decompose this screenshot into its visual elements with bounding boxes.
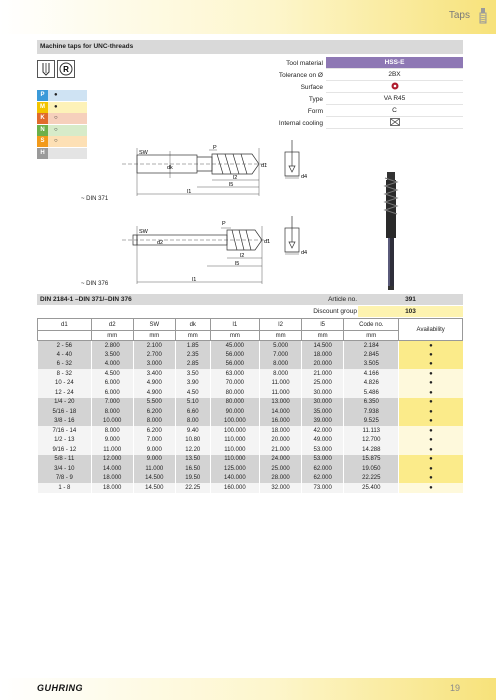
- property-value: VA R45: [326, 93, 463, 105]
- thread-direction-label: R: [63, 65, 69, 74]
- standards-row: [37, 294, 463, 305]
- table-cell: 15.875: [344, 455, 399, 465]
- table-cell: 7.000: [133, 436, 175, 446]
- table-cell: 4.000: [91, 360, 133, 370]
- dim-label-sw: SW: [139, 229, 148, 235]
- availability-cell: ●: [399, 426, 463, 436]
- table-cell: 2.184: [344, 341, 399, 351]
- table-cell: 3.500: [91, 350, 133, 360]
- availability-cell: ●: [399, 369, 463, 379]
- table-cell: 1/2 - 13: [38, 436, 92, 446]
- unit-cell: mm: [344, 331, 399, 341]
- material-letter: P: [37, 90, 48, 101]
- table-row: [38, 350, 463, 360]
- table-cell: 5.000: [260, 341, 302, 351]
- table-cell: 7.938: [344, 407, 399, 417]
- dim-label-d2: d2: [157, 240, 164, 246]
- table-cell: 110.000: [210, 455, 259, 465]
- table-cell: 5.10: [175, 398, 210, 408]
- dim-label-d1: d1: [264, 239, 271, 245]
- property-value: HSS-E: [326, 57, 463, 69]
- availability-cell: ●: [399, 341, 463, 351]
- unit-cell: mm: [133, 331, 175, 341]
- column-header: dk: [175, 319, 210, 331]
- table-cell: 22.25: [175, 483, 210, 493]
- table-cell: 11.000: [260, 379, 302, 389]
- table-cell: 2.845: [344, 350, 399, 360]
- table-cell: 1/4 - 20: [38, 398, 92, 408]
- table-cell: 1.85: [175, 341, 210, 351]
- material-mark: ○: [48, 113, 87, 124]
- product-title: Machine taps for UNC-threads: [37, 40, 463, 54]
- property-value: 2BX: [326, 69, 463, 81]
- table-cell: 2.700: [133, 350, 175, 360]
- footer-bar: [0, 678, 496, 700]
- table-cell: 10 - 24: [38, 379, 92, 389]
- table-cell: 18.000: [91, 474, 133, 484]
- column-header: Availability: [399, 319, 463, 341]
- table-cell: 8 - 32: [38, 369, 92, 379]
- table-cell: 21.000: [302, 369, 344, 379]
- table-cell: 53.000: [302, 445, 344, 455]
- table-cell: 30.000: [302, 398, 344, 408]
- dim-label-l2: l2: [240, 253, 245, 259]
- unit-cell: mm: [91, 331, 133, 341]
- property-label: Tool material: [286, 59, 323, 67]
- dim-label-d1: d1: [261, 163, 268, 169]
- table-cell: 9/16 - 12: [38, 445, 92, 455]
- availability-cell: ●: [399, 483, 463, 493]
- table-cell: 9.000: [133, 445, 175, 455]
- dim-label-sw: SW: [139, 150, 148, 156]
- standards-label: DIN 2184-1 –DIN 371/–DIN 376: [40, 296, 132, 303]
- table-cell: 6.200: [133, 407, 175, 417]
- table-cell: 19.50: [175, 474, 210, 484]
- table-cell: 140.000: [210, 474, 259, 484]
- table-cell: 35.000: [302, 407, 344, 417]
- table-cell: 4.50: [175, 388, 210, 398]
- material-row: [37, 90, 87, 102]
- property-row: [270, 81, 463, 93]
- table-cell: 110.000: [210, 436, 259, 446]
- table-cell: 62.000: [302, 464, 344, 474]
- property-label: Internal cooling: [278, 119, 323, 127]
- availability-cell: ●: [399, 350, 463, 360]
- material-mark: ●: [48, 102, 87, 113]
- din-376-drawing: [122, 216, 299, 284]
- surface-coating-icon: [391, 82, 399, 90]
- table-cell: 3.400: [133, 369, 175, 379]
- table-cell: 28.000: [260, 474, 302, 484]
- discount-row: [277, 306, 463, 317]
- column-header: d2: [91, 319, 133, 331]
- unit-cell: mm: [302, 331, 344, 341]
- property-row: [270, 57, 463, 69]
- section-title: Taps: [448, 10, 470, 21]
- table-row: [38, 360, 463, 370]
- table-cell: 5/8 - 11: [38, 455, 92, 465]
- table-cell: 160.000: [210, 483, 259, 493]
- property-label: Type: [308, 95, 323, 103]
- table-cell: 6.60: [175, 407, 210, 417]
- table-cell: 6.200: [133, 426, 175, 436]
- table-cell: 8.000: [260, 360, 302, 370]
- article-value: 391: [405, 296, 416, 303]
- dim-label-d4: d4: [301, 250, 308, 256]
- dim-label-l2: l2: [233, 175, 238, 181]
- table-cell: 18.000: [91, 483, 133, 493]
- table-cell: 2.800: [91, 341, 133, 351]
- material-letter: M: [37, 102, 48, 113]
- right-hand-thread-symbol: [57, 60, 75, 78]
- property-label: Surface: [300, 83, 323, 91]
- table-cell: 3.000: [133, 360, 175, 370]
- availability-cell: ●: [399, 445, 463, 455]
- table-cell: 18.000: [302, 350, 344, 360]
- table-cell: 16.000: [260, 417, 302, 427]
- property-row: [270, 93, 463, 105]
- units-row: [38, 331, 463, 341]
- table-cell: 53.000: [302, 455, 344, 465]
- property-label: Form: [307, 107, 323, 115]
- table-cell: 14.000: [91, 464, 133, 474]
- material-letter: K: [37, 113, 48, 124]
- availability-cell: ●: [399, 455, 463, 465]
- table-cell: 12 - 24: [38, 388, 92, 398]
- table-cell: 32.000: [260, 483, 302, 493]
- table-cell: 4.900: [133, 379, 175, 389]
- table-cell: 4.826: [344, 379, 399, 389]
- table-cell: 9.000: [91, 436, 133, 446]
- table-row: [38, 474, 463, 484]
- table-cell: 3.50: [175, 369, 210, 379]
- column-header: l2: [260, 319, 302, 331]
- table-cell: 21.000: [260, 445, 302, 455]
- availability-cell: ●: [399, 464, 463, 474]
- table-cell: 4.500: [91, 369, 133, 379]
- property-value: C: [326, 105, 463, 117]
- table-cell: 20.000: [260, 436, 302, 446]
- table-cell: 3.90: [175, 379, 210, 389]
- din-376-label: ~ DIN 376: [81, 281, 109, 287]
- table-cell: 5/16 - 18: [38, 407, 92, 417]
- table-cell: 7.000: [91, 398, 133, 408]
- table-cell: 19.050: [344, 464, 399, 474]
- dim-label-l5: l5: [235, 261, 240, 267]
- table-cell: 56.000: [210, 360, 259, 370]
- material-letter: S: [37, 136, 48, 147]
- availability-cell: ●: [399, 398, 463, 408]
- table-cell: 80.000: [210, 388, 259, 398]
- table-cell: 5.486: [344, 388, 399, 398]
- table-cell: 16.50: [175, 464, 210, 474]
- table-cell: 110.000: [210, 445, 259, 455]
- table-cell: 12.000: [91, 455, 133, 465]
- dim-label-p: P: [222, 221, 226, 227]
- dim-label-l5: l5: [229, 182, 234, 188]
- availability-cell: ●: [399, 474, 463, 484]
- table-row: [38, 398, 463, 408]
- property-row: [270, 117, 463, 129]
- property-label: Tolerance on Ø: [278, 71, 323, 79]
- material-mark: ○: [48, 125, 87, 136]
- table-cell: 12.20: [175, 445, 210, 455]
- column-header: l5: [302, 319, 344, 331]
- column-header-row: [38, 319, 463, 331]
- table-row: [38, 483, 463, 493]
- internal-cooling-symbol: [37, 60, 55, 78]
- table-cell: 20.000: [302, 360, 344, 370]
- table-cell: 13.000: [260, 398, 302, 408]
- column-header: SW: [133, 319, 175, 331]
- table-row: [38, 417, 463, 427]
- column-header: d1: [38, 319, 92, 331]
- dim-label-p: P: [213, 145, 217, 151]
- table-cell: 42.000: [302, 426, 344, 436]
- table-cell: 9.525: [344, 417, 399, 427]
- table-cell: 63.000: [210, 369, 259, 379]
- table-cell: 56.000: [210, 350, 259, 360]
- table-cell: 6.000: [91, 379, 133, 389]
- dim-label-l1: l1: [192, 277, 197, 283]
- discount-value: 103: [358, 306, 463, 317]
- discount-label: Discount group: [313, 308, 357, 315]
- unit-cell: [38, 331, 92, 341]
- table-cell: 39.000: [302, 417, 344, 427]
- page-number: 19: [449, 683, 460, 693]
- table-cell: 11.113: [344, 426, 399, 436]
- table-cell: 4 - 40: [38, 350, 92, 360]
- table-cell: 30.000: [302, 388, 344, 398]
- table-cell: 90.000: [210, 407, 259, 417]
- table-cell: 8.000: [133, 417, 175, 427]
- availability-cell: ●: [399, 407, 463, 417]
- table-cell: 6.350: [344, 398, 399, 408]
- table-cell: 4.166: [344, 369, 399, 379]
- table-row: [38, 341, 463, 351]
- table-cell: 5.500: [133, 398, 175, 408]
- table-row: [38, 388, 463, 398]
- table-cell: 80.000: [210, 398, 259, 408]
- dim-label-d4: d4: [301, 174, 308, 180]
- table-cell: 2.35: [175, 350, 210, 360]
- table-cell: 14.500: [302, 341, 344, 351]
- table-cell: 25.000: [260, 464, 302, 474]
- table-cell: 11.000: [260, 388, 302, 398]
- din-371-label: ~ DIN 371: [81, 196, 109, 202]
- table-cell: 62.000: [302, 474, 344, 484]
- table-cell: 11.000: [133, 464, 175, 474]
- material-mark: ●: [48, 90, 87, 101]
- table-row: [38, 445, 463, 455]
- table-cell: 7.000: [260, 350, 302, 360]
- availability-cell: ●: [399, 360, 463, 370]
- availability-cell: ●: [399, 388, 463, 398]
- table-cell: 49.000: [302, 436, 344, 446]
- table-cell: 18.000: [260, 426, 302, 436]
- unit-cell: mm: [260, 331, 302, 341]
- table-row: [38, 369, 463, 379]
- table-cell: 14.500: [133, 474, 175, 484]
- column-header: Code no.: [344, 319, 399, 331]
- table-cell: 6.000: [91, 388, 133, 398]
- property-value: [326, 117, 463, 129]
- material-letter: N: [37, 125, 48, 136]
- table-cell: 2 - 56: [38, 341, 92, 351]
- top-bar: [0, 0, 496, 34]
- table-cell: 3/4 - 10: [38, 464, 92, 474]
- din-371-drawing: [122, 140, 299, 196]
- table-cell: 14.000: [260, 407, 302, 417]
- no-internal-cooling-icon: [390, 118, 400, 126]
- table-cell: 12.700: [344, 436, 399, 446]
- material-row: [37, 113, 87, 125]
- article-label: Article no.: [328, 296, 357, 303]
- tap-product-image: [378, 170, 404, 292]
- table-cell: 100.000: [210, 426, 259, 436]
- table-cell: 8.000: [91, 407, 133, 417]
- table-cell: 125.000: [210, 464, 259, 474]
- table-cell: 24.000: [260, 455, 302, 465]
- table-cell: 8.000: [91, 426, 133, 436]
- table-row: [38, 464, 463, 474]
- availability-cell: ●: [399, 417, 463, 427]
- table-cell: 11.000: [91, 445, 133, 455]
- availability-cell: ●: [399, 379, 463, 389]
- dimensions-table: [37, 318, 463, 493]
- table-cell: 4.900: [133, 388, 175, 398]
- material-letter: H: [37, 148, 48, 159]
- table-cell: 2.100: [133, 341, 175, 351]
- availability-cell: ●: [399, 436, 463, 446]
- table-row: [38, 407, 463, 417]
- dim-label-l1: l1: [187, 189, 192, 195]
- technical-drawing: [37, 130, 367, 290]
- table-cell: 1 - 8: [38, 483, 92, 493]
- table-cell: 3.505: [344, 360, 399, 370]
- table-cell: 2.85: [175, 360, 210, 370]
- table-cell: 14.288: [344, 445, 399, 455]
- dim-label-dk: dk: [167, 165, 173, 171]
- table-cell: 9.40: [175, 426, 210, 436]
- tool-properties: [270, 57, 463, 129]
- table-row: [38, 455, 463, 465]
- table-cell: 8.000: [260, 369, 302, 379]
- table-cell: 25.400: [344, 483, 399, 493]
- column-header: l1: [210, 319, 259, 331]
- table-cell: 73.000: [302, 483, 344, 493]
- table-cell: 100.000: [210, 417, 259, 427]
- table-body: [38, 341, 463, 493]
- property-row: [270, 69, 463, 81]
- table-cell: 45.000: [210, 341, 259, 351]
- unit-cell: mm: [210, 331, 259, 341]
- table-cell: 13.50: [175, 455, 210, 465]
- table-cell: 9.000: [133, 455, 175, 465]
- unit-cell: mm: [175, 331, 210, 341]
- table-cell: 7/16 - 14: [38, 426, 92, 436]
- table-row: [38, 379, 463, 389]
- property-row: [270, 105, 463, 117]
- table-cell: 70.000: [210, 379, 259, 389]
- tap-icon: [478, 8, 488, 24]
- table-cell: 14.500: [133, 483, 175, 493]
- material-mark: ○: [48, 136, 87, 147]
- table-cell: 3/8 - 16: [38, 417, 92, 427]
- table-cell: 10.000: [91, 417, 133, 427]
- table-cell: 22.225: [344, 474, 399, 484]
- symbol-row: [37, 60, 75, 78]
- table-cell: 25.000: [302, 379, 344, 389]
- table-row: [38, 436, 463, 446]
- table-cell: 7/8 - 9: [38, 474, 92, 484]
- table-cell: 6 - 32: [38, 360, 92, 370]
- table-cell: 8.00: [175, 417, 210, 427]
- property-value: [326, 81, 463, 93]
- brand-logo: GUHRING: [37, 683, 83, 693]
- table-row: [38, 426, 463, 436]
- material-row: [37, 102, 87, 114]
- table-cell: 10.80: [175, 436, 210, 446]
